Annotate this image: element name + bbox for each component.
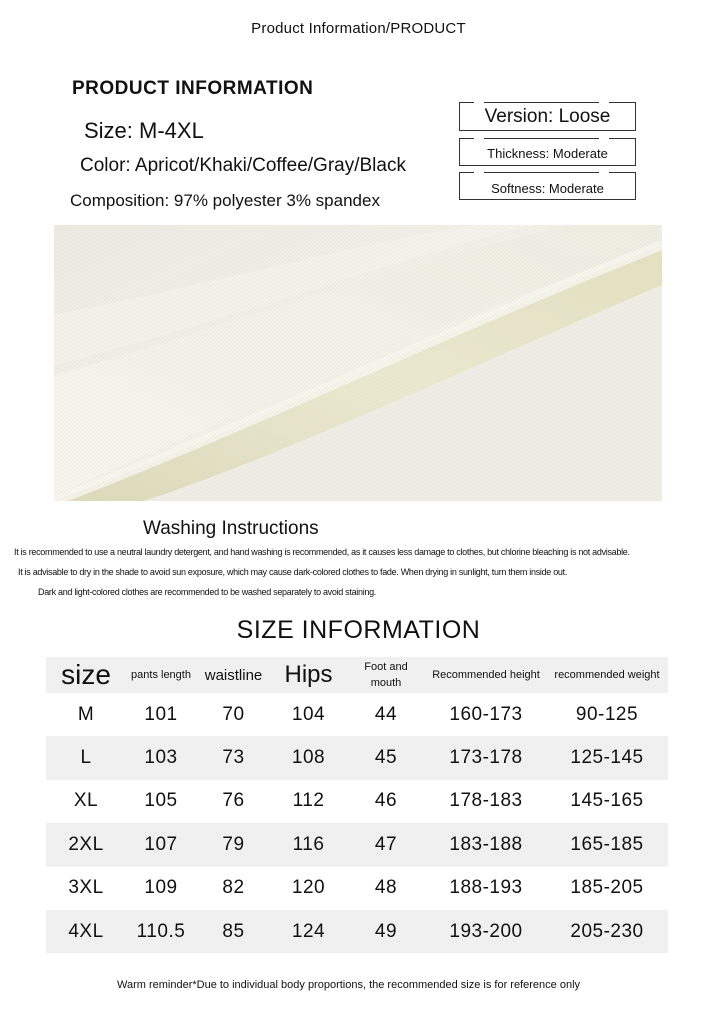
size-row (46, 780, 668, 823)
size-cell: 4XL (46, 910, 126, 953)
size-table (46, 657, 668, 953)
washing-instructions-heading: Washing Instructions (143, 518, 319, 539)
size-row (46, 910, 668, 953)
size-cell: 120 (291, 877, 326, 899)
size-cell: 103 (126, 736, 196, 779)
size-cell: 2XL (46, 823, 126, 866)
size-row (46, 693, 668, 736)
version-box: Version: Loose (459, 102, 636, 131)
size-cell: XL (73, 790, 99, 812)
size-cell: 82 (222, 877, 245, 899)
header-hips: Hips (271, 657, 346, 693)
header-pants-length: pants length (126, 657, 196, 693)
header-recommended-height: Recommended height (426, 657, 546, 693)
fabric-closeup-image (54, 225, 662, 501)
size-cell: 79 (196, 823, 271, 866)
size-cell: 178-183 (449, 790, 523, 812)
size-cell: 44 (374, 703, 398, 725)
size-cell: 90-125 (575, 703, 639, 725)
size-cell: 165-185 (546, 823, 668, 866)
size-cell: 110.5 (126, 910, 196, 953)
size-table-header-row (46, 657, 668, 693)
size-cell: 107 (126, 823, 196, 866)
size-cell: 101 (144, 703, 178, 725)
size-cell: 125-145 (546, 736, 668, 779)
size-cell: 145-165 (570, 790, 644, 812)
size-cell: 205-230 (546, 910, 668, 953)
size-cell: 112 (292, 790, 325, 812)
size-cell: 188-193 (449, 877, 523, 899)
size-cell: 124 (271, 910, 346, 953)
size-cell: 104 (291, 703, 326, 725)
size-cell: 49 (346, 910, 426, 953)
size-cell: 116 (271, 823, 346, 866)
softness-box: Softness: Moderate (459, 172, 636, 200)
header-recommended-weight: recommended weight (546, 657, 668, 693)
size-cell: 76 (222, 790, 245, 812)
size-cell: 193-200 (426, 910, 546, 953)
size-cell: 85 (196, 910, 271, 953)
size-row (46, 736, 668, 779)
size-cell: 48 (374, 877, 398, 899)
header-foot-and-mouth (346, 657, 426, 693)
product-information-heading: PRODUCT INFORMATION (72, 78, 314, 99)
size-cell: 183-188 (426, 823, 546, 866)
color-options-text: Color: Apricot/Khaki/Coffee/Gray/Black (80, 155, 406, 176)
page-top-title: Product Information/PRODUCT (251, 20, 466, 37)
header-size: size (46, 657, 126, 693)
header-foot-and-mouth-label: Foot and mouth (364, 661, 408, 689)
size-cell: 108 (271, 736, 346, 779)
size-cell: 160-173 (449, 703, 523, 725)
size-cell: 73 (196, 736, 271, 779)
size-cell: 70 (222, 703, 245, 725)
size-information-heading: SIZE INFORMATION (236, 616, 481, 644)
size-cell: 109 (144, 877, 178, 899)
size-cell: 173-178 (426, 736, 546, 779)
washing-instruction-2: It is advisable to dry in the shade to avoid sun exposure, which may cause dark-colored clothes to fade. When drying in sunlight, turn them inside out. (18, 567, 568, 577)
washing-instruction-3: Dark and light-colored clothes are recommended to be washed separately to avoid staining. (38, 587, 377, 597)
size-cell: 46 (374, 790, 398, 812)
size-row (46, 867, 668, 910)
size-range-text: Size: M-4XL (84, 118, 204, 143)
composition-text: Composition: 97% polyester 3% spandex (70, 191, 380, 210)
size-cell: 3XL (68, 877, 104, 899)
thickness-box: Thickness: Moderate (459, 138, 636, 166)
size-cell: M (77, 703, 95, 725)
washing-instruction-1: It is recommended to use a neutral laundry detergent, and hand washing is recommended, as it causes less damage to clothes, but chlorine bleaching is not advisable. (14, 547, 630, 557)
warm-reminder-text: Warm reminder*Due to individual body proportions, the recommended size is for reference only (116, 979, 581, 991)
size-cell: 105 (144, 790, 178, 812)
size-cell: 45 (346, 736, 426, 779)
header-waistline: waistline (196, 657, 271, 693)
size-cell: 47 (346, 823, 426, 866)
size-row (46, 823, 668, 866)
size-cell: L (46, 736, 126, 779)
size-cell: 185-205 (570, 877, 644, 899)
